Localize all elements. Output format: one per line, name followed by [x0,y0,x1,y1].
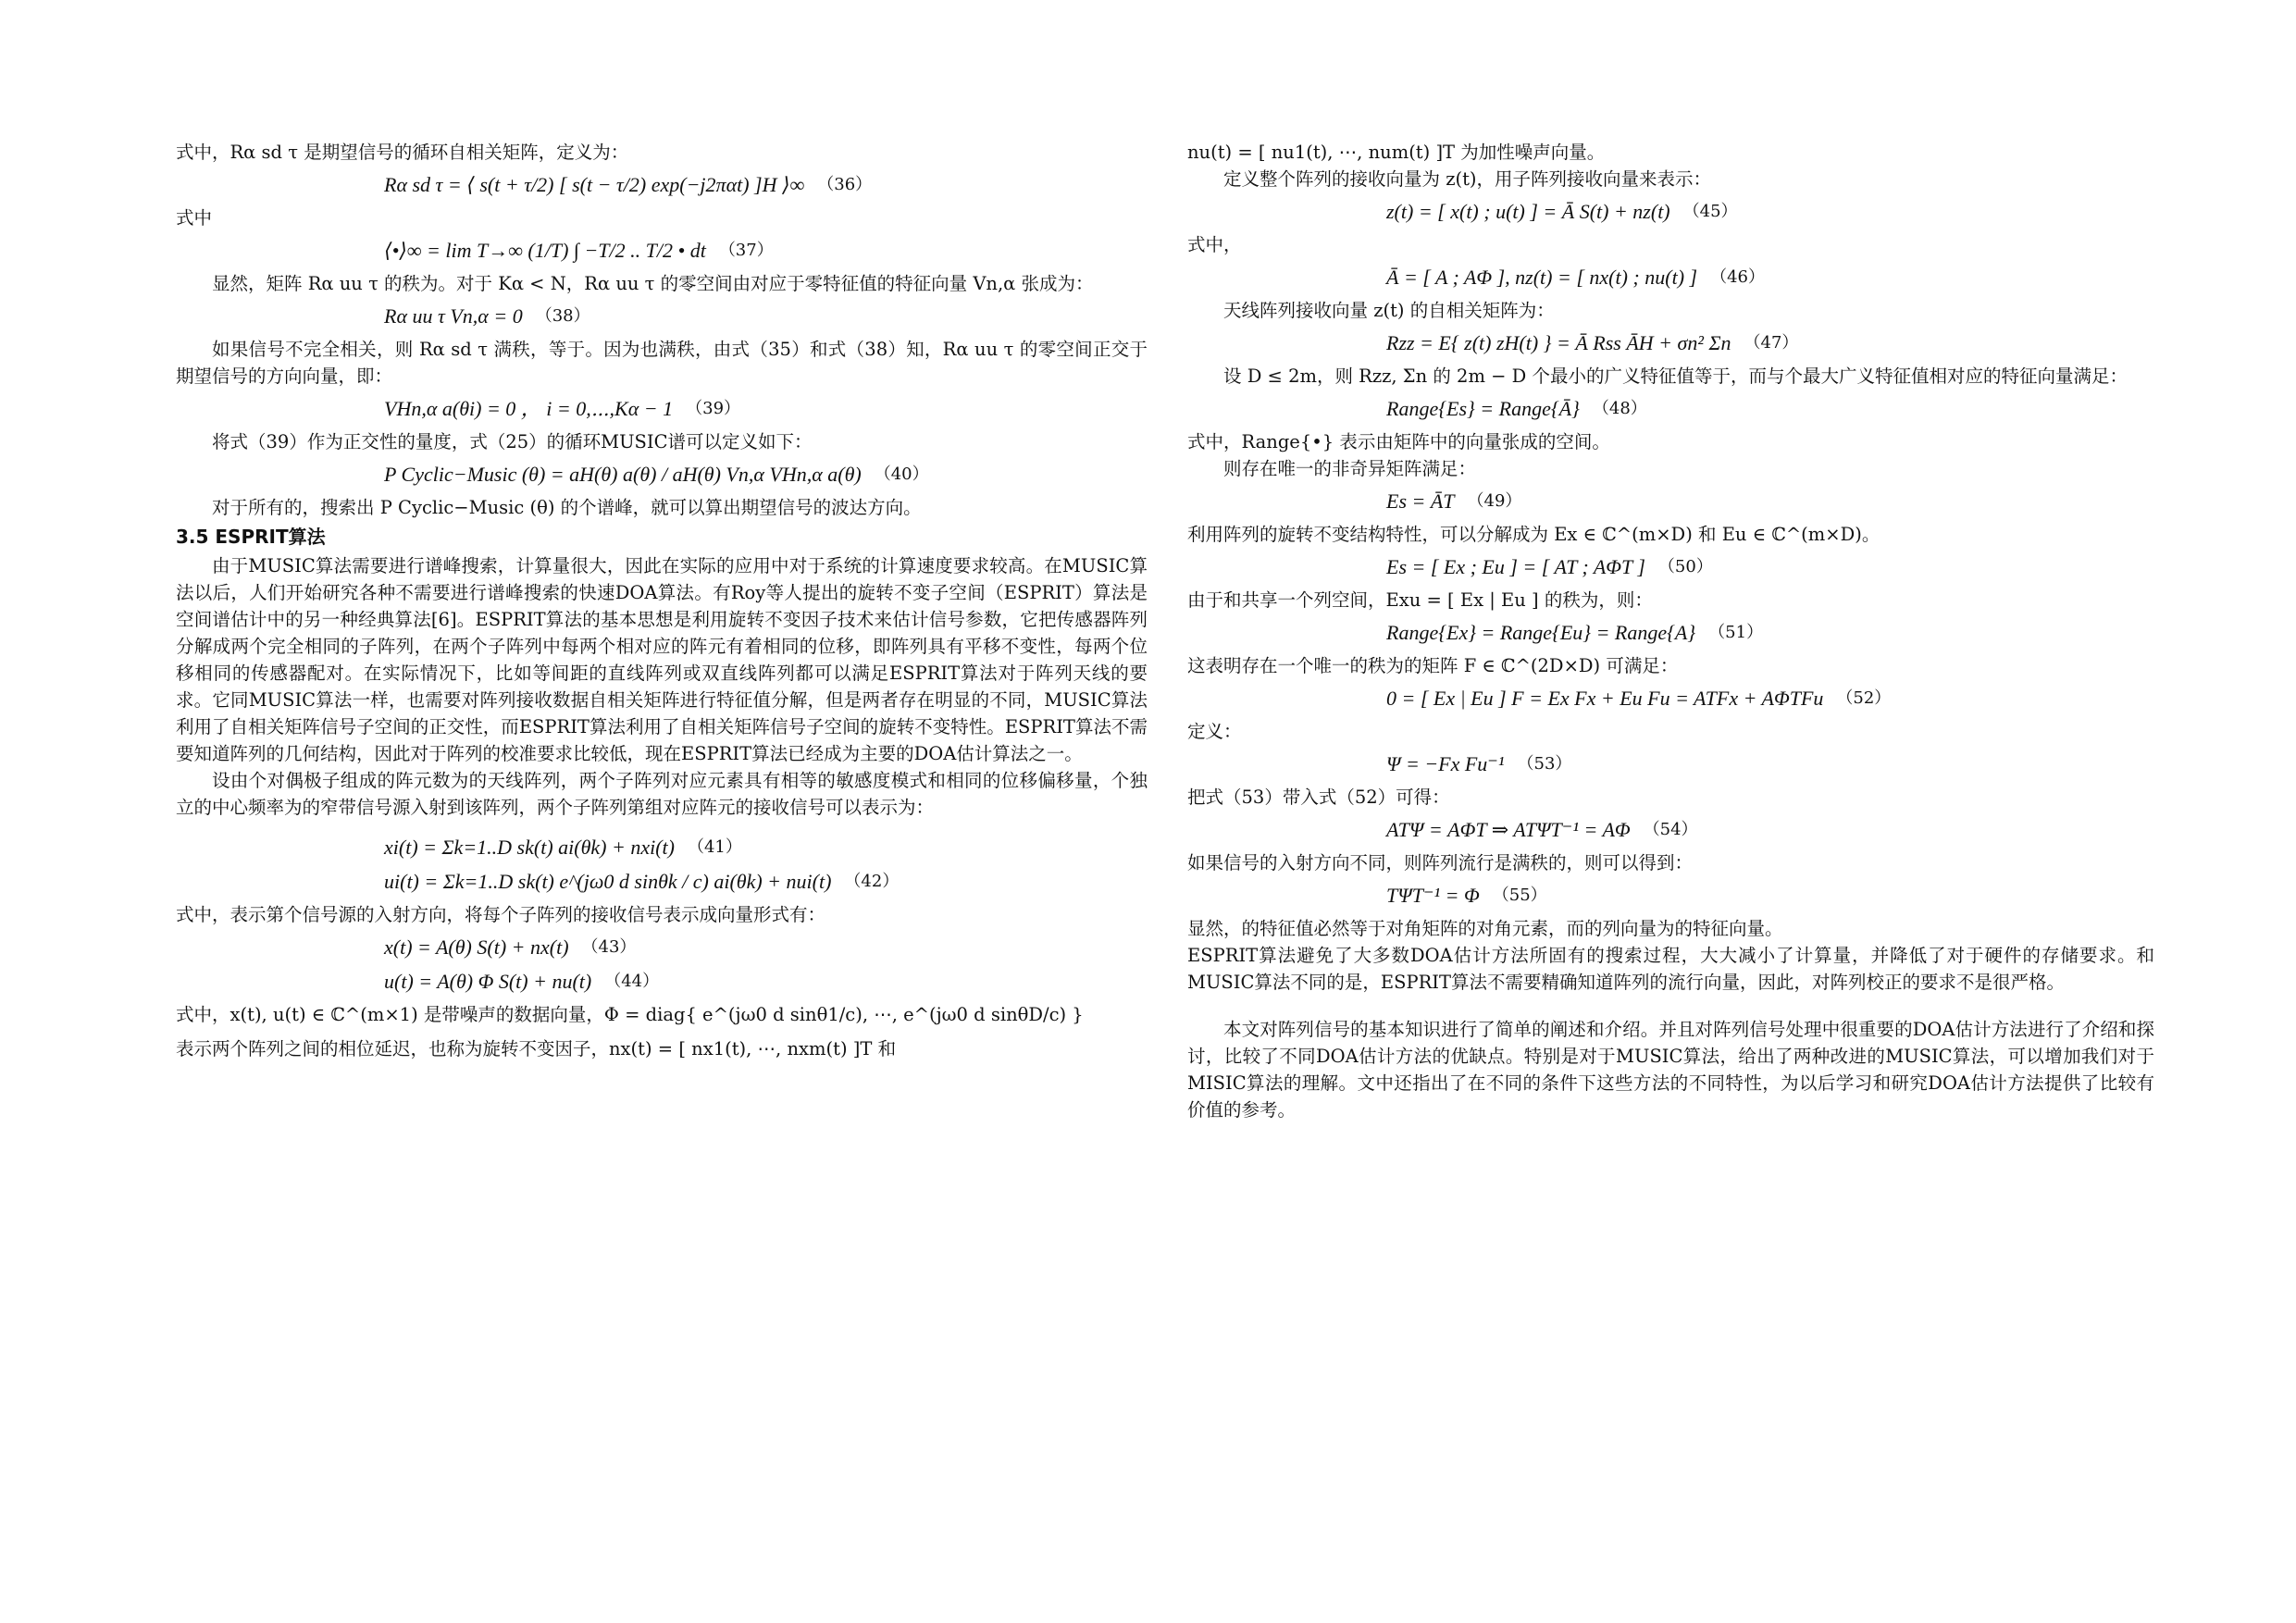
equation-body: ⟨•⟩∞ = lim T→∞ (1/T) ∫ −T/2 .. T/2 • dt [384,239,706,262]
paragraph: 式中，表示第个信号源的入射方向，将每个子阵列的接收信号表示成向量形式有： [176,904,826,925]
equation-39 [176,394,1148,424]
paragraph: ESPRIT算法避免了大多数DOA估计方法所固有的搜索过程，大大减小了计算量，并降低了对于硬件的存储要求。和MUSIC算法不同的是，ESPRIT算法不需要精确知道阵列的流行向量，因此，对阵列校正的要求不是很严格。 [1187,945,2154,993]
equation-body: Rzz = E{ z(t) zH(t) } = Ā Rss ĀH + σn² Σn [1386,331,1731,354]
equation-number: （39） [686,399,741,418]
equation-number: （46） [1710,267,1765,287]
paragraph: 天线阵列接收向量 z(t) 的自相关矩阵为： [1223,300,1555,321]
equation-body: Rα uu τ Vn,α = 0 [384,304,523,328]
equation-body: z(t) = [ x(t) ; u(t) ] = Ā S(t) + nz(t) [1386,200,1670,223]
paragraph: 把式（53）带入式（52）可得： [1187,787,1450,808]
equation-body: TΨT⁻¹ = Φ [1386,884,1480,907]
equation-42 [176,867,1148,897]
equation-number: （36） [817,175,873,194]
equation-number: （50） [1657,557,1713,576]
equation-number: （54） [1643,820,1698,839]
paragraph: 利用阵列的旋转不变结构特性，可以分解成为 Ex ∈ ℂ^(m×D) 和 Eu ∈ ℂ^(m×D)。 [1187,524,1880,545]
equation-number: （43） [581,937,637,957]
equation-body: Es = [ Ex ; Eu ] = [ AT ; AΦT ] [1386,555,1645,578]
paragraph: 设由个对偶极子组成的阵元数为的天线阵列，两个子阵列对应元素具有相等的敏感度模式和相同的位移偏移量，个独立的中心频率为的窄带信号源入射到该阵列，两个子阵列第组对应阵元的接收信号可以表示为： [176,770,1148,818]
equation-50 [1187,552,2154,582]
equation-38 [176,302,1148,331]
equation-body: P Cyclic−Music (θ) = aH(θ) a(θ) / aH(θ) Vn,α VHn,α a(θ) [384,463,862,486]
equation-number: （37） [718,241,774,260]
equation-40 [176,460,1148,489]
equation-43 [176,933,1148,962]
left-column [176,139,1148,1062]
equation-number: （42） [844,872,900,891]
right-column [1187,139,2154,1123]
paragraph: 则存在唯一的非奇异矩阵满足： [1223,458,1477,479]
paragraph: 将式（39）作为正交性的量度，式（25）的循环MUSIC谱可以定义如下： [212,431,813,452]
equation-51 [1187,618,2154,648]
equation-body: xi(t) = Σk=1..D sk(t) ai(θk) + nxi(t) [384,836,675,859]
equation-number: （48） [1592,399,1647,418]
equation-number: （55） [1492,886,1547,905]
paragraph: 式中， [1187,234,1242,255]
equation-55 [1187,881,2154,911]
paragraph: 式中，Range{•} 表示由矩阵中的向量张成的空间。 [1187,431,1610,452]
equation-number: （47） [1744,333,1799,353]
equation-body: x(t) = A(θ) S(t) + nx(t) [384,935,569,959]
paragraph: 由于MUSIC算法需要进行谱峰搜索，计算量很大，因此在实际的应用中对于系统的计算速度要求较高。在MUSIC算法以后，人们开始研究各种不需要进行谱峰搜索的快速DOA算法。有Roy等人提出的旋转不变子空间（ESPRIT）算法是空间谱估计中的另一种经典算法[6]。ESPRIT算法的基本思想是利用旋转不变因子技术来估计信号参数，它把传感器阵列分解成两个完全相同的子阵列，在两个子阵列中每两个相对应的阵元有着相同的位移，即阵列具有平移不变性，每两个位移相同的传感器配对。在实际情况下，比如等间距的直线阵列或双直线阵列都可以满足ESPRIT算法对于阵列天线的要求。它同MUSIC算法一样，也需要对阵列接收数据自相关矩阵进行特征值分解，但是两者存在明显的不同，MUSIC算法利用了自相关矩阵信号子空间的正交性，而ESPRIT算法利用了自相关矩阵信号子空间的旋转不变特性。ESPRIT算法不需要知道阵列的几何结构，因此对于阵列的校准要求比较低，现在ESPRIT算法已经成为主要的DOA估计算法之一。 [176,555,1148,764]
paragraph: 显然，的特征值必然等于对角矩阵的对角元素，而的列向量为的特征向量。 [1187,918,1783,939]
equation-body: ATΨ = AΦT ⇒ ATΨT⁻¹ = AΦ [1386,818,1631,841]
equation-body: Ā = [ A ; AΦ ], nz(t) = [ nx(t) ; nu(t) ] [1386,266,1698,289]
section-heading: 3.5 ESPRIT算法 [176,526,326,548]
equation-body: ui(t) = Σk=1..D sk(t) e^(jω0 d sinθk / c) ai(θk) + nui(t) [384,870,832,893]
equation-number: （52） [1836,688,1892,708]
equation-36 [176,170,1148,200]
equation-body: u(t) = A(θ) Φ S(t) + nu(t) [384,970,592,993]
paragraph: 显然，矩阵 Rα uu τ 的秩为。对于 Kα < N，Rα uu τ 的零空间由对应于零特征值的特征向量 Vn,α 张成为： [212,273,1094,294]
equation-37 [176,236,1148,266]
equation-number: （41） [687,837,742,857]
paragraph: 定义： [1187,721,1242,742]
equation-body: Range{Es} = Range{Ā} [1386,397,1580,420]
paragraph: 本文对阵列信号的基本知识进行了简单的阐述和介绍。并且对阵列信号处理中很重要的DOA估计方法进行了介绍和探讨，比较了不同DOA估计方法的优缺点。特别是对于MUSIC算法，给出了两种改进的MUSIC算法，可以增加我们对于MISIC算法的理解。文中还指出了在不同的条件下这些方法的不同特性，为以后学习和研究DOA估计方法提供了比较有价值的参考。 [1187,1019,2154,1121]
equation-body: Rα sd τ = ⟨ s(t + τ/2) [ s(t − τ/2) exp(−j2παt) ]H ⟩∞ [384,173,805,196]
equation-number: （40） [874,465,929,484]
equation-number: （51） [1708,623,1764,642]
equation-body: Ψ = −Fx Fu⁻¹ [1386,752,1505,775]
equation-number: （49） [1467,491,1522,511]
paragraph: 式中，x(t), u(t) ∈ ℂ^(m×1) 是带噪声的数据向量，Φ = diag{ e^(jω0 d sinθ1/c), ⋯, e^(jω0 d sinθD/c) } [176,1004,1084,1025]
equation-54 [1187,815,2154,845]
equation-48 [1187,394,2154,424]
equation-body: VHn,α a(θi) = 0 ， i = 0,⋯,Kα − 1 [384,397,674,420]
paragraph: 式中 [176,207,213,229]
paragraph: nu(t) = [ nu1(t), ⋯, num(t) ]T 为加性噪声向量。 [1187,142,1606,163]
paragraph: 由于和共享一个列空间，Exu = [ Ex | Eu ] 的秩为，则： [1187,589,1653,611]
paragraph: 如果信号不完全相关，则 Rα sd τ 满秩，等于。因为也满秩，由式（35）和式（38）知，Rα uu τ 的零空间正交于期望信号的方向向量，即： [176,339,1148,387]
paragraph: 定义整个阵列的接收向量为 z(t)，用子阵列接收向量来表示： [1223,168,1712,190]
paragraph: 对于所有的，搜索出 P Cyclic−Music (θ) 的个谱峰，就可以算出期望信号的波达方向。 [212,497,922,518]
paragraph: 如果信号的入射方向不同，则阵列流行是满秩的，则可以得到： [1187,852,1694,873]
equation-47 [1187,328,2154,358]
equation-number: （53） [1517,754,1572,774]
paragraph: 式中，Rα sd τ 是期望信号的循环自相关矩阵，定义为： [176,142,629,163]
equation-44 [176,967,1148,997]
paragraph: 设 D ≤ 2m，则 Rzz, Σn 的 2m − D 个最小的广义特征值等于，而与个最大广义特征值相对应的特征向量满足： [1223,365,2128,387]
equation-45 [1187,197,2154,227]
paragraph: 这表明存在一个唯一的秩为的矩阵 F ∈ ℂ^(2D×D) 可满足： [1187,655,1679,676]
equation-body: Range{Ex} = Range{Eu} = Range{A} [1386,621,1696,644]
equation-number: （45） [1682,202,1738,221]
equation-53 [1187,750,2154,779]
equation-52 [1187,684,2154,713]
equation-body: Es = ĀT [1386,489,1455,513]
paragraph: 表示两个阵列之间的相位延迟，也称为旋转不变因子，nx(t) = [ nx1(t), ⋯, nxm(t) ]T 和 [176,1038,897,1059]
equation-49 [1187,487,2154,516]
equation-46 [1187,263,2154,292]
equation-41 [176,833,1148,862]
equation-number: （38） [535,306,590,326]
equation-number: （44） [604,972,660,991]
equation-body: 0 = [ Ex | Eu ] F = Ex Fx + Eu Fu = ATFx + AΦTFu [1386,687,1824,710]
